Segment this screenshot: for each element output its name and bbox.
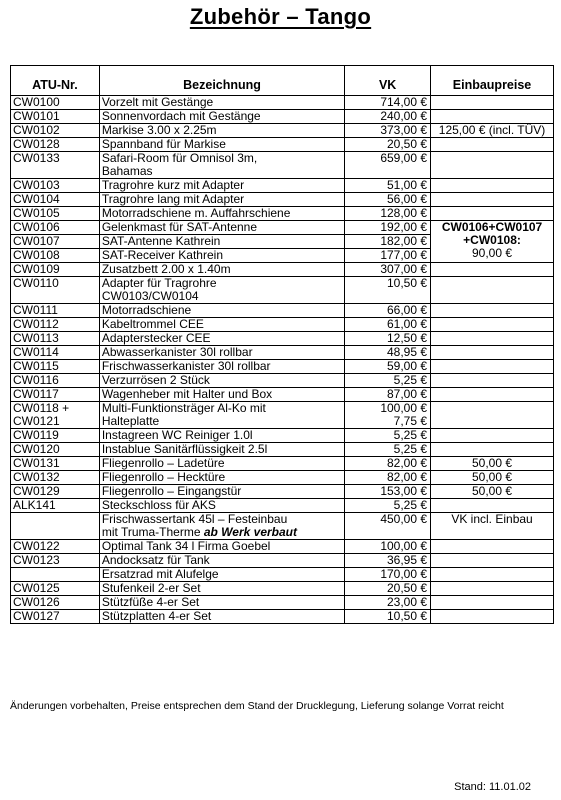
bezeichnung-cell: Kabeltrommel CEE xyxy=(99,318,344,332)
vk-cell: 51,00 € xyxy=(345,179,431,193)
atu-line2: CW0121 xyxy=(13,414,60,428)
einbau-cell xyxy=(431,263,554,277)
table-row xyxy=(11,457,554,471)
vk-cell: 36,95 € xyxy=(345,554,431,568)
atu-cell: CW0102 xyxy=(11,124,100,138)
bezeichnung-cell: Fliegenrollo – Hecktüre xyxy=(99,471,344,485)
bezeichnung-line1: Safari-Room für Omnisol 3m, xyxy=(101,151,258,165)
vk-cell: 192,00 € xyxy=(345,221,431,235)
vk-cell: 659,00 € xyxy=(345,152,431,179)
table-row xyxy=(11,582,554,596)
einbau-cell xyxy=(431,610,554,624)
table-row xyxy=(11,207,554,221)
atu-cell: CW0105 xyxy=(11,207,100,221)
atu-cell: CW0108 xyxy=(11,249,100,263)
vk-cell: 82,00 € xyxy=(345,471,431,485)
einbau-cell xyxy=(431,568,554,582)
atu-cell: CW0109 xyxy=(11,263,100,277)
bezeichnung-cell: Stützplatten 4-er Set xyxy=(99,610,344,624)
bezeichnung-cell: Andocksatz für Tank xyxy=(99,554,344,568)
vk-cell: 100,00 € xyxy=(345,540,431,554)
atu-cell xyxy=(11,402,100,429)
vk-cell: 20,50 € xyxy=(345,138,431,152)
header-einbaupreise: Einbaupreise xyxy=(431,66,554,96)
atu-line1: CW0118 + xyxy=(13,401,70,415)
vk-cell: 87,00 € xyxy=(345,388,431,402)
table-row xyxy=(11,138,554,152)
einbau-cell xyxy=(431,138,554,152)
einbau-cell: VK incl. Einbau xyxy=(431,513,554,540)
table-row xyxy=(11,610,554,624)
sat-combo-cell xyxy=(431,221,554,263)
vk-cell: 61,00 € xyxy=(345,318,431,332)
atu-cell: CW0115 xyxy=(11,360,100,374)
vk-cell: 373,00 € xyxy=(345,124,431,138)
bezeichnung-line2: CW0103/CW0104 xyxy=(101,289,199,303)
vk-cell: 56,00 € xyxy=(345,193,431,207)
table-row xyxy=(11,554,554,568)
vk-cell: 10,50 € xyxy=(345,610,431,624)
table-row xyxy=(11,596,554,610)
vk-cell: 450,00 € xyxy=(345,513,431,540)
atu-cell xyxy=(11,568,100,582)
atu-cell: CW0100 xyxy=(11,96,100,110)
bezeichnung-cell: Abwasserkanister 30l rollbar xyxy=(99,346,344,360)
bezeichnung-cell: Instablue Sanitärflüssigkeit 2.5l xyxy=(99,443,344,457)
atu-cell: CW0132 xyxy=(11,471,100,485)
table-row xyxy=(11,443,554,457)
bezeichnung-cell: Frischwasserkanister 30l rollbar xyxy=(99,360,344,374)
table-row xyxy=(11,540,554,554)
vk-cell: 714,00 € xyxy=(345,96,431,110)
table-row xyxy=(11,568,554,582)
table-row xyxy=(11,277,554,304)
bezeichnung-cell: Instagreen WC Reiniger 1.0l xyxy=(99,429,344,443)
atu-cell: CW0113 xyxy=(11,332,100,346)
einbau-cell xyxy=(431,540,554,554)
atu-cell: ALK141 xyxy=(11,499,100,513)
bezeichnung-cell xyxy=(99,513,344,540)
einbau-cell: 125,00 € (incl. TÜV) xyxy=(431,124,554,138)
einbau-cell xyxy=(431,207,554,221)
bezeichnung-cell: Zusatzbett 2.00 x 1.40m xyxy=(99,263,344,277)
table-row xyxy=(11,402,554,429)
table-row xyxy=(11,179,554,193)
einbau-cell xyxy=(431,596,554,610)
table-row xyxy=(11,263,554,277)
atu-cell: CW0104 xyxy=(11,193,100,207)
table-row xyxy=(11,360,554,374)
bezeichnung-cell: Markise 3.00 x 2.25m xyxy=(99,124,344,138)
vk-cell: 20,50 € xyxy=(345,582,431,596)
einbau-cell xyxy=(431,443,554,457)
einbau-cell xyxy=(431,374,554,388)
atu-cell: CW0129 xyxy=(11,485,100,499)
bezeichnung-cell: Steckschloss für AKS xyxy=(99,499,344,513)
einbau-cell xyxy=(431,318,554,332)
vk-cell: 307,00 € xyxy=(345,263,431,277)
atu-cell: CW0119 xyxy=(11,429,100,443)
sat-combo-price: 90,00 € xyxy=(472,246,513,260)
bezeichnung-cell: Optimal Tank 34 l Firma Goebel xyxy=(99,540,344,554)
bezeichnung-line2: Bahamas xyxy=(101,164,153,178)
vk-cell: 5,25 € xyxy=(345,499,431,513)
einbau-cell xyxy=(431,193,554,207)
atu-cell: CW0128 xyxy=(11,138,100,152)
atu-cell: CW0131 xyxy=(11,457,100,471)
bezeichnung-cell: Motorradschiene xyxy=(99,304,344,318)
einbau-cell xyxy=(431,304,554,318)
atu-cell: CW0120 xyxy=(11,443,100,457)
bezeichnung-cell: Motorradschiene m. Auffahrschiene xyxy=(99,207,344,221)
table-row xyxy=(11,485,554,499)
einbau-cell xyxy=(431,110,554,124)
vk-cell xyxy=(345,402,431,429)
atu-cell: CW0125 xyxy=(11,582,100,596)
atu-cell: CW0114 xyxy=(11,346,100,360)
bezeichnung-cell: Sonnenvordach mit Gestänge xyxy=(99,110,344,124)
table-row xyxy=(11,193,554,207)
bezeichnung-cell: Fliegenrollo – Eingangstür xyxy=(99,485,344,499)
header-vk: VK xyxy=(345,66,431,96)
vk-cell: 128,00 € xyxy=(345,207,431,221)
vk-cell: 23,00 € xyxy=(345,596,431,610)
table-row xyxy=(11,152,554,179)
einbau-cell xyxy=(431,402,554,429)
bezeichnung-line1: Adapter für Tragrohre xyxy=(101,276,217,290)
vk-cell: 12,50 € xyxy=(345,332,431,346)
vk-cell: 182,00 € xyxy=(345,235,431,249)
atu-cell: CW0127 xyxy=(11,610,100,624)
atu-cell: CW0103 xyxy=(11,179,100,193)
einbau-cell xyxy=(431,582,554,596)
vk-cell: 82,00 € xyxy=(345,457,431,471)
atu-cell: CW0107 xyxy=(11,235,100,249)
einbau-cell xyxy=(431,332,554,346)
einbau-cell xyxy=(431,429,554,443)
vk-cell: 170,00 € xyxy=(345,568,431,582)
einbau-cell xyxy=(431,388,554,402)
vk-cell: 5,25 € xyxy=(345,443,431,457)
bezeichnung-cell: SAT-Receiver Kathrein xyxy=(99,249,344,263)
einbau-cell: 50,00 € xyxy=(431,471,554,485)
atu-cell: CW0106 xyxy=(11,221,100,235)
table-row xyxy=(11,513,554,540)
vk-line1: 100,00 € xyxy=(380,401,428,415)
vk-cell: 240,00 € xyxy=(345,110,431,124)
bezeichnung-cell: Gelenkmast für SAT-Antenne xyxy=(99,221,344,235)
einbau-cell xyxy=(431,179,554,193)
header-bezeichnung: Bezeichnung xyxy=(99,66,344,96)
bezeichnung-line2: Halteplatte xyxy=(101,414,160,428)
title-text: Zubehör – Tango xyxy=(189,4,372,29)
sat-combo-line2: +CW0108: xyxy=(463,233,521,247)
bezeichnung-cell: Stufenkeil 2-er Set xyxy=(99,582,344,596)
bezeichnung-cell: Wagenheber mit Halter und Box xyxy=(99,388,344,402)
einbau-cell xyxy=(431,346,554,360)
bezeichnung-line1: Multi-Funktionsträger Al-Ko mit xyxy=(101,401,266,415)
bezeichnung-cell: Verzurrösen 2 Stück xyxy=(99,374,344,388)
table-row xyxy=(11,304,554,318)
vk-cell: 177,00 € xyxy=(345,249,431,263)
einbau-cell xyxy=(431,277,554,304)
bezeichnung-line1: Frischwassertank 45l – Festeinbau xyxy=(101,512,288,526)
table-row xyxy=(11,332,554,346)
vk-cell: 153,00 € xyxy=(345,485,431,499)
vk-cell: 48,95 € xyxy=(345,346,431,360)
einbau-cell xyxy=(431,96,554,110)
bezeichnung-cell: Tragrohre lang mit Adapter xyxy=(99,193,344,207)
table-row xyxy=(11,471,554,485)
vk-cell: 66,00 € xyxy=(345,304,431,318)
einbau-cell: 50,00 € xyxy=(431,457,554,471)
bezeichnung-cell xyxy=(99,152,344,179)
einbau-cell xyxy=(431,499,554,513)
bezeichnung-cell: Adapterstecker CEE xyxy=(99,332,344,346)
sat-combo-line1: CW0106+CW0107 xyxy=(441,220,543,234)
header-atu: ATU-Nr. xyxy=(11,66,100,96)
price-table xyxy=(10,65,554,624)
table-row xyxy=(11,110,554,124)
atu-cell: CW0126 xyxy=(11,596,100,610)
bezeichnung-cell: Ersatzrad mit Alufelge xyxy=(99,568,344,582)
stand-date: Stand: 11.01.02 xyxy=(454,781,531,793)
vk-line2: 7,75 € xyxy=(393,414,428,428)
vk-cell: 5,25 € xyxy=(345,374,431,388)
disclaimer-note: Änderungen vorbehalten, Preise entsprechen dem Stand der Drucklegung, Lieferung solange Vorrat reicht xyxy=(10,700,504,712)
table-row xyxy=(11,346,554,360)
atu-cell xyxy=(11,513,100,540)
page-title xyxy=(0,4,561,30)
atu-cell: CW0112 xyxy=(11,318,100,332)
bezeichnung-cell xyxy=(99,277,344,304)
header-row xyxy=(11,66,554,96)
vk-cell: 5,25 € xyxy=(345,429,431,443)
table-row xyxy=(11,429,554,443)
atu-cell: CW0133 xyxy=(11,152,100,179)
bezeichnung-cell: Stützfüße 4-er Set xyxy=(99,596,344,610)
atu-cell: CW0111 xyxy=(11,304,100,318)
table-row xyxy=(11,124,554,138)
table-row xyxy=(11,318,554,332)
bezeichnung-cell: SAT-Antenne Kathrein xyxy=(99,235,344,249)
einbau-cell xyxy=(431,152,554,179)
atu-cell: CW0101 xyxy=(11,110,100,124)
bezeichnung-cell xyxy=(99,402,344,429)
table-row xyxy=(11,221,554,235)
bezeichnung-cell: Spannband für Markise xyxy=(99,138,344,152)
bezeichnung-emphasis: ab Werk verbaut xyxy=(203,525,297,539)
vk-cell: 59,00 € xyxy=(345,360,431,374)
vk-cell: 10,50 € xyxy=(345,277,431,304)
table-row xyxy=(11,96,554,110)
atu-cell: CW0117 xyxy=(11,388,100,402)
bezeichnung-cell: Vorzelt mit Gestänge xyxy=(99,96,344,110)
einbau-cell xyxy=(431,554,554,568)
bezeichnung-cell: Fliegenrollo – Ladetüre xyxy=(99,457,344,471)
einbau-cell xyxy=(431,360,554,374)
atu-cell: CW0116 xyxy=(11,374,100,388)
bezeichnung-cell: Tragrohre kurz mit Adapter xyxy=(99,179,344,193)
table-row xyxy=(11,388,554,402)
atu-cell: CW0110 xyxy=(11,277,100,304)
einbau-cell: 50,00 € xyxy=(431,485,554,499)
atu-cell: CW0122 xyxy=(11,540,100,554)
table-row xyxy=(11,499,554,513)
bezeichnung-line2: mit Truma-Therme xyxy=(101,525,204,539)
table-row xyxy=(11,374,554,388)
atu-cell: CW0123 xyxy=(11,554,100,568)
